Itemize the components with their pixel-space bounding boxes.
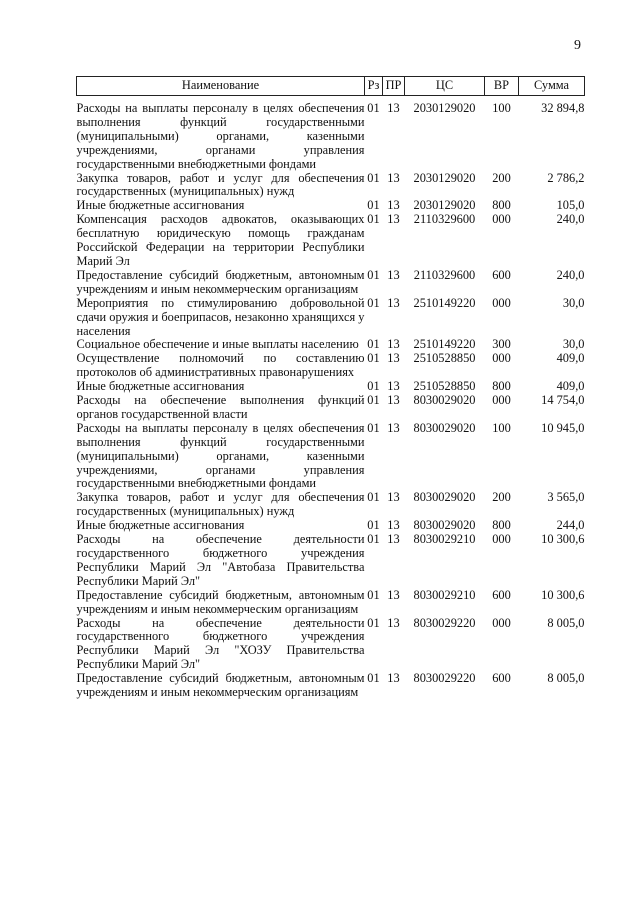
row-vr: 100 — [492, 101, 511, 115]
row-pr: 13 — [387, 351, 400, 366]
column-header-pr: ПР — [383, 77, 405, 96]
row-name: Предоставление субсидий бюджетным, автономным учреждениям и иным некоммерческим организациям — [76, 587, 365, 616]
row-name: Предоставление субсидий бюджетным, автономным учреждениям и иным некоммерческим организациям — [76, 267, 365, 296]
row-vr: 600 — [492, 267, 511, 282]
row-rz: 01 — [367, 393, 380, 408]
row-sum: 8 005,0 — [547, 615, 585, 630]
row-pr: 13 — [387, 518, 400, 533]
row-vr: 600 — [492, 587, 511, 602]
table-row — [77, 617, 585, 673]
column-header-rz: Рз — [365, 77, 383, 96]
row-pr: 13 — [387, 198, 400, 213]
row-sum: 30,0 — [562, 295, 585, 310]
budget-table — [76, 76, 585, 700]
row-cs: 8030029210 — [413, 532, 476, 547]
row-vr: 300 — [492, 337, 511, 352]
row-pr: 13 — [387, 379, 400, 394]
row-name: Мероприятия по стимулированию добровольной сдачи оружия и боеприпасов, незаконно хранящихся у населения — [76, 295, 365, 338]
row-pr: 13 — [387, 490, 400, 505]
row-pr: 13 — [387, 615, 400, 630]
row-name: Расходы на обеспечение деятельности государственного бюджетного учреждения Республики Марий Эл "ХОЗУ Правительства Республики Марий Эл" — [76, 615, 365, 672]
row-rz: 01 — [367, 532, 380, 547]
table-body — [77, 96, 585, 700]
table-row — [77, 672, 585, 700]
row-name: Компенсация расходов адвокатов, оказывающих бесплатную юридическую помощь гражданам Российской Федерации на территории Республики Марий Эл — [76, 212, 365, 268]
row-vr: 200 — [492, 490, 511, 505]
row-vr: 800 — [492, 379, 511, 394]
row-vr: 000 — [492, 393, 511, 408]
row-vr: 000 — [492, 532, 511, 547]
table-row — [77, 269, 585, 297]
row-sum: 244,0 — [556, 518, 585, 533]
row-name: Расходы на обеспечение выполнения функций органов государственной власти — [76, 393, 365, 421]
row-rz: 01 — [367, 267, 380, 282]
table-row — [77, 380, 585, 394]
row-cs: 8030029020 — [413, 490, 476, 505]
table-header-row — [77, 77, 585, 96]
table-row — [77, 422, 585, 492]
row-sum: 409,0 — [556, 379, 585, 394]
row-name: Осуществление полномочий по составлению протоколов об административных правонарушениях — [76, 351, 365, 380]
table-row — [77, 589, 585, 617]
table-row — [77, 172, 585, 200]
column-header-cs: ЦС — [405, 77, 485, 96]
row-vr: 800 — [492, 198, 511, 213]
row-vr: 000 — [492, 615, 511, 630]
row-rz: 01 — [367, 615, 380, 630]
row-sum: 14 754,0 — [541, 393, 585, 408]
row-pr: 13 — [387, 101, 400, 115]
table-row — [77, 519, 585, 533]
row-sum: 409,0 — [556, 351, 585, 366]
row-sum: 10 300,6 — [541, 532, 585, 547]
row-sum: 105,0 — [556, 198, 585, 213]
row-sum: 240,0 — [556, 267, 585, 282]
row-rz: 01 — [367, 518, 380, 533]
row-sum: 32 894,8 — [541, 101, 585, 115]
row-rz: 01 — [367, 490, 380, 505]
column-header-vr: ВР — [485, 77, 519, 96]
row-pr: 13 — [387, 267, 400, 282]
row-cs: 2110329600 — [413, 267, 476, 282]
row-name: Расходы на обеспечение деятельности государственного бюджетного учреждения Республики Марий Эл "Автобаза Правительства Республики Марий Эл" — [76, 532, 365, 588]
row-vr: 200 — [492, 170, 511, 185]
table-row — [77, 394, 585, 422]
row-cs: 2030129020 — [413, 198, 476, 213]
row-rz: 01 — [367, 420, 380, 435]
row-pr: 13 — [387, 532, 400, 547]
row-cs: 8030029020 — [413, 393, 476, 408]
row-name: Расходы на выплаты персоналу в целях обеспечения выполнения функций государственными (муниципальными) органами, казенными учреждениями, органами управления государственными внебюджетными фондами — [76, 420, 365, 491]
page-number: 9 — [574, 38, 581, 53]
table-row — [77, 352, 585, 380]
row-vr: 800 — [492, 518, 511, 533]
row-cs: 2510149220 — [413, 295, 476, 310]
row-vr: 000 — [492, 351, 511, 366]
row-pr: 13 — [387, 295, 400, 310]
row-vr: 000 — [492, 212, 511, 227]
table-row — [77, 199, 585, 213]
row-cs: 8030029220 — [413, 615, 476, 630]
row-cs: 8030029020 — [413, 518, 476, 533]
row-cs: 8030029220 — [413, 671, 476, 686]
row-rz: 01 — [367, 337, 380, 352]
row-name: Расходы на выплаты персоналу в целях обеспечения выполнения функций государственными (муниципальными) органами, казенными учреждениями, органами управления государственными внебюджетными фондами — [76, 101, 365, 171]
row-rz: 01 — [367, 101, 380, 115]
row-rz: 01 — [367, 212, 380, 227]
row-pr: 13 — [387, 671, 400, 686]
row-name: Предоставление субсидий бюджетным, автономным учреждениям и иным некоммерческим организациям — [76, 671, 365, 700]
row-vr: 600 — [492, 671, 511, 686]
row-cs: 8030029210 — [413, 587, 476, 602]
table-row — [77, 297, 585, 339]
row-pr: 13 — [387, 337, 400, 352]
row-name: Иные бюджетные ассигнования — [76, 379, 245, 394]
row-rz: 01 — [367, 351, 380, 366]
row-vr: 000 — [492, 295, 511, 310]
row-name: Иные бюджетные ассигнования — [76, 198, 245, 213]
row-cs: 2510528850 — [413, 351, 476, 366]
row-sum: 3 565,0 — [547, 490, 585, 505]
table-row — [77, 96, 585, 172]
table-row — [77, 491, 585, 519]
row-name: Иные бюджетные ассигнования — [76, 518, 245, 533]
row-pr: 13 — [387, 212, 400, 227]
row-cs: 2110329600 — [413, 212, 476, 227]
row-sum: 30,0 — [562, 337, 585, 352]
row-sum: 8 005,0 — [547, 671, 585, 686]
row-pr: 13 — [387, 587, 400, 602]
row-sum: 2 786,2 — [547, 170, 585, 185]
row-pr: 13 — [387, 420, 400, 435]
row-cs: 2030129020 — [413, 170, 476, 185]
row-name: Социальное обеспечение и иные выплаты населению — [76, 337, 359, 352]
table-row — [77, 338, 585, 352]
row-name: Закупка товаров, работ и услуг для обеспечения государственных (муниципальных) нужд — [76, 490, 365, 519]
row-rz: 01 — [367, 198, 380, 213]
row-pr: 13 — [387, 393, 400, 408]
row-cs: 8030029020 — [413, 420, 476, 435]
row-cs: 2510528850 — [413, 379, 476, 394]
row-vr: 100 — [492, 420, 511, 435]
row-cs: 2030129020 — [413, 101, 476, 115]
row-rz: 01 — [367, 587, 380, 602]
row-rz: 01 — [367, 170, 380, 185]
table-row — [77, 533, 585, 589]
row-sum: 10 300,6 — [541, 587, 585, 602]
column-header-sum: Сумма — [519, 77, 585, 96]
row-sum: 240,0 — [556, 212, 585, 227]
row-cs: 2510149220 — [413, 337, 476, 352]
row-rz: 01 — [367, 671, 380, 686]
row-name: Закупка товаров, работ и услуг для обеспечения государственных (муниципальных) нужд — [76, 170, 365, 199]
table-row — [77, 213, 585, 269]
row-sum: 10 945,0 — [541, 420, 585, 435]
row-rz: 01 — [367, 379, 380, 394]
column-header-name: Наименование — [77, 77, 365, 96]
row-rz: 01 — [367, 295, 380, 310]
row-pr: 13 — [387, 170, 400, 185]
